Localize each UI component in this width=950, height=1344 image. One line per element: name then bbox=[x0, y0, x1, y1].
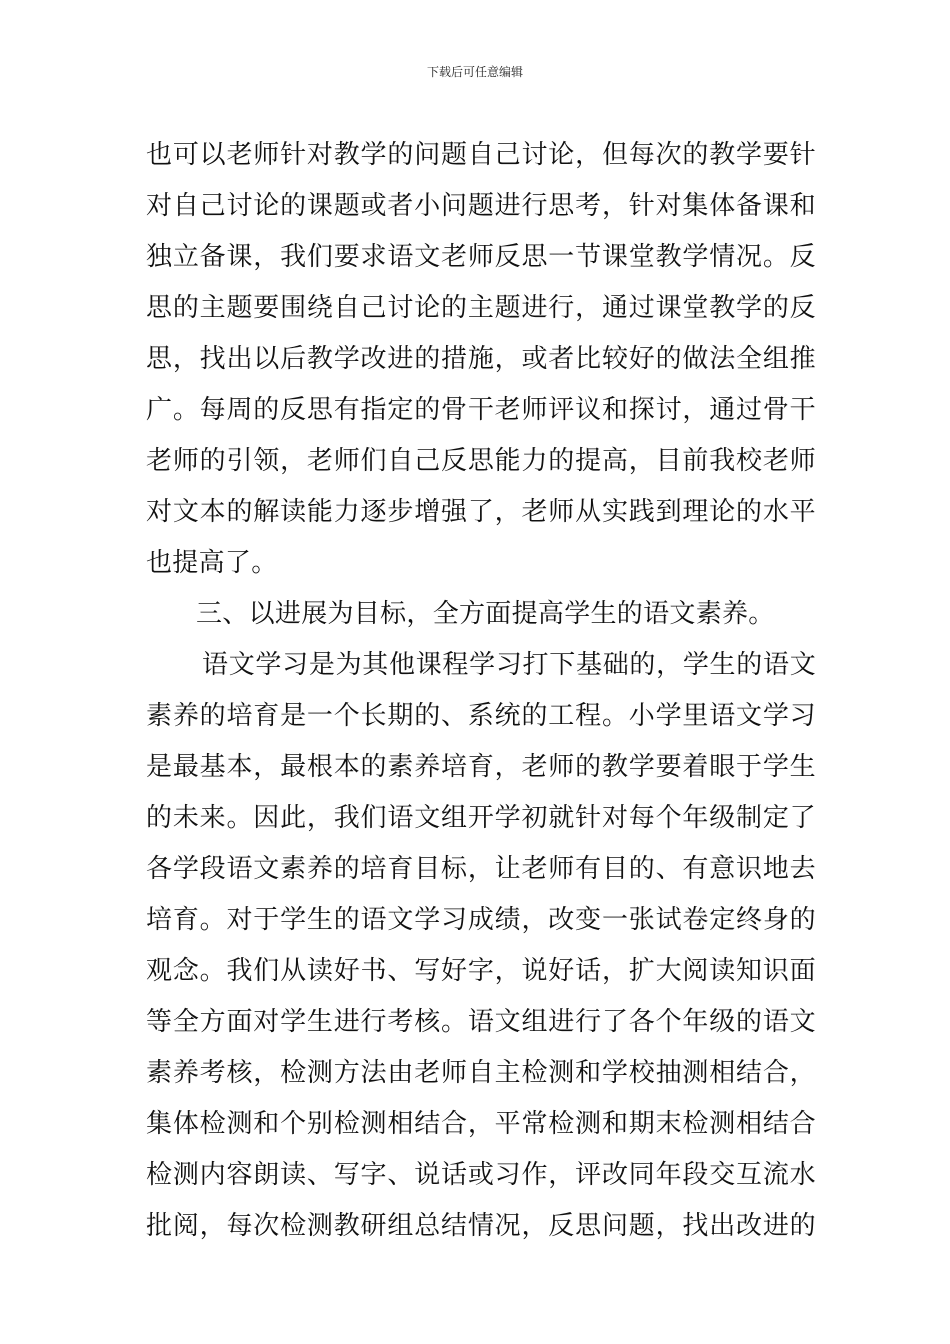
text-line: 等全方面对学生进行考核。语文组进行了各个年级的语文 bbox=[146, 1007, 816, 1037]
text-line: 观念。我们从读好书、写好字，说好话，扩大阅读知识面 bbox=[146, 956, 816, 986]
text-line: 广。每周的反思有指定的骨干老师评议和探讨，通过骨干 bbox=[146, 395, 816, 425]
text-line: 老师的引领，老师们自己反思能力的提高，目前我校老师 bbox=[146, 446, 816, 476]
text-line: 独立备课，我们要求语文老师反思一节课堂教学情况。反 bbox=[146, 242, 816, 272]
page-header: 下载后可任意编辑 bbox=[426, 65, 523, 79]
text-line: 素养考核，检测方法由老师自主检测和学校抽测相结合， bbox=[146, 1058, 816, 1088]
text-line: 是最基本，最根本的素养培育，老师的教学要着眼于学生 bbox=[146, 752, 816, 782]
section-heading: 三、以进展为目标，全方面提高学生的语文素养。 bbox=[196, 599, 775, 629]
text-line: 思的主题要围绕自己讨论的主题进行，通过课堂教学的反 bbox=[146, 293, 816, 323]
text-line: 培育。对于学生的语文学习成绩，改变一张试卷定终身的 bbox=[146, 905, 816, 935]
text-line: 检测内容朗读、写字、说话或习作，评改同年段交互流水 bbox=[146, 1160, 816, 1190]
document-body bbox=[146, 130, 816, 1252]
text-line: 集体检测和个别检测相结合，平常检测和期末检测相结合 bbox=[146, 1109, 816, 1139]
text-line: 也提高了。 bbox=[146, 548, 278, 578]
text-line: 素养的培育是一个长期的、系统的工程。小学里语文学习 bbox=[146, 701, 816, 731]
text-line: 各学段语文素养的培育目标，让老师有目的、有意识地去 bbox=[146, 854, 816, 884]
text-line: 也可以老师针对教学的问题自己讨论，但每次的教学要针 bbox=[146, 140, 816, 170]
text-line: 思，找出以后教学改进的措施，或者比较好的做法全组推 bbox=[146, 344, 816, 374]
text-line: 对自己讨论的课题或者小问题进行思考，针对集体备课和 bbox=[146, 191, 816, 221]
text-line: 对文本的解读能力逐步增强了，老师从实践到理论的水平 bbox=[146, 497, 816, 527]
text-line: 语文学习是为其他课程学习打下基础的，学生的语文 bbox=[202, 650, 816, 680]
text-line: 的未来。因此，我们语文组开学初就针对每个年级制定了 bbox=[146, 803, 816, 833]
text-line: 批阅，每次检测教研组总结情况，反思问题，找出改进的 bbox=[146, 1211, 816, 1241]
